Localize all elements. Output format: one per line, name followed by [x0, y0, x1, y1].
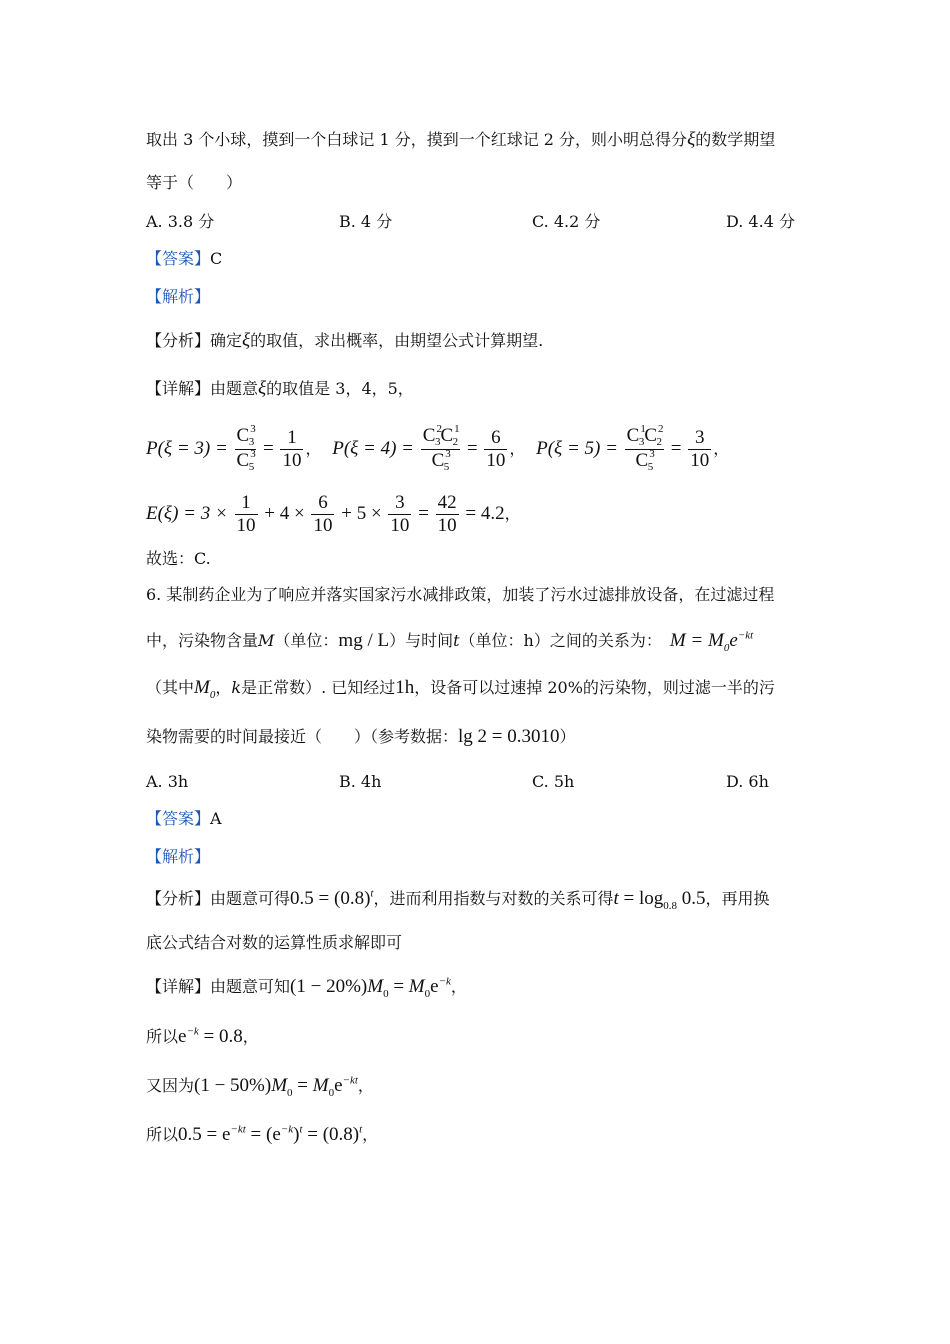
- youyin-eq: $(1 - 50\%)M_0 = M_0e^{-kt}$: [194, 1074, 358, 1099]
- fenxi-text-b: 的取值，求出概率，由期望公式计算期望.: [250, 331, 544, 350]
- q6-l2a: 中，污染物含量: [146, 631, 259, 650]
- p5-fraction: $\frac{C^1_3C^2_2}{C^3_5}$: [626, 423, 664, 473]
- q6-l4a: 染物需要的时间最接近（ ）（参考数据：: [146, 727, 459, 746]
- suoyi2-end: = (0.8): [307, 1124, 360, 1145]
- q6-analysis-tag: 【解析】: [146, 847, 211, 866]
- comma: ，: [305, 438, 322, 458]
- fenxi-c: ，再用换: [705, 889, 770, 908]
- e-result: = 4.2: [465, 502, 505, 524]
- q5-option-c: C. 4.2 分: [532, 212, 601, 231]
- q6-option-c: C. 5h: [532, 772, 575, 791]
- e-frac2: [311, 492, 334, 537]
- q6-l3b: ，: [215, 678, 232, 697]
- suoyi2-eq: $0.5 = e^{-kt} = (e^{-k})^t = (0.8)^t$: [178, 1123, 363, 1145]
- xi-symbol: ξ: [242, 330, 251, 351]
- comma: ，: [509, 438, 526, 458]
- q6-answer: [146, 808, 222, 830]
- e-frac1: [235, 492, 258, 537]
- q5-line1-end: 的数学期望: [695, 130, 776, 149]
- e-plus5: + 5 ×: [341, 502, 382, 524]
- q6-youyin: [146, 1075, 374, 1097]
- q6-xiangjie: [146, 976, 467, 998]
- q5-answer: [146, 248, 222, 270]
- p4-value: [484, 427, 507, 472]
- q6-l3d: ，设备可以过速掉 20%的污染物，则过滤一半的污: [414, 678, 775, 697]
- p3-fraction: $\frac{C^3_3}{C^3_5}$: [236, 423, 256, 473]
- p4-left: P(ξ = 4) =: [332, 437, 415, 459]
- q6-l2c: ）与时间: [389, 631, 454, 650]
- p4-num: 6: [484, 427, 507, 450]
- e-den4: 10: [437, 515, 457, 536]
- p5-value: [688, 427, 711, 472]
- answer-value: C: [210, 249, 223, 268]
- q6-option-b: B. 4h: [339, 772, 382, 791]
- q5-xiangjie: [146, 378, 414, 400]
- q5-option-b: B. 4 分: [339, 212, 393, 231]
- answer-value: A: [210, 809, 222, 828]
- q6-suoyi1: [146, 1026, 259, 1048]
- q5-analysis-tag: 【解析】: [146, 287, 211, 306]
- var-k: k: [231, 678, 242, 697]
- p3-den: 10: [282, 450, 302, 471]
- p5-left: P(ξ = 5) =: [536, 437, 618, 459]
- e-den2: 10: [313, 515, 333, 536]
- val-1h: 1h: [395, 677, 415, 698]
- fenxi-eq1-text: 0.5 = (0.8): [290, 888, 371, 909]
- xiangjie-a: 由题意可知: [210, 977, 291, 996]
- q6-l3a: （其中: [146, 678, 195, 697]
- e-left: E(ξ) = 3 ×: [146, 502, 228, 524]
- q6-line1: 6. 某制药企业为了响应并落实国家污水减排政策，加装了污水过滤排放设备，在过滤过程: [146, 585, 775, 604]
- xiangjie-eq: $(1 - 20\%)M_0 = M_0e^{-k}$: [290, 975, 451, 1000]
- suoyi1-eq: $e^{-k} = 0.8$: [178, 1025, 243, 1047]
- q5-line1: [146, 129, 775, 151]
- p5-den: 10: [690, 450, 710, 471]
- var-M: M: [258, 631, 275, 650]
- q5-line1-text: 取出 3 个小球，摸到一个白球记 1 分，摸到一个红球记 2 分，则小明总得分: [146, 130, 688, 149]
- q5-line2: 等于（ ）: [146, 173, 243, 192]
- q6-fenxi-line2: 底公式结合对数的运算性质求解即可: [146, 933, 403, 952]
- answer-tag: 【答案】: [146, 249, 211, 268]
- fenxi-b: ，进而利用指数与对数的关系可得: [373, 889, 614, 908]
- fenxi-eq1: $0.5 = (0.8)^t$: [290, 887, 374, 909]
- q6-fenxi: [146, 888, 770, 910]
- xi-symbol: ξ: [687, 129, 696, 150]
- fenxi-tag: 【分析】: [146, 889, 211, 908]
- q6-suoyi2: [146, 1124, 378, 1146]
- e-num4: 42: [437, 492, 457, 513]
- xiangjie-eq-text: (1 − 20%): [290, 976, 368, 997]
- q6-line4: [146, 726, 576, 748]
- comma: ，: [362, 1125, 379, 1144]
- e-num3: 3: [388, 492, 411, 515]
- suoyi1-label: 所以: [146, 1027, 179, 1046]
- p3-value: [280, 427, 303, 472]
- var-t: t: [453, 631, 460, 650]
- q6-line2: [146, 630, 753, 652]
- e-plus4: + 4 ×: [264, 502, 305, 524]
- fenxi-text-a: 确定: [210, 331, 243, 350]
- answer-tag: 【答案】: [146, 809, 211, 828]
- q6-option-d: D. 6h: [726, 772, 769, 791]
- formula-M: $M = M_0e^{-kt}$: [669, 629, 754, 654]
- p5-num: 3: [688, 427, 711, 450]
- var-M0: $M_0$: [194, 677, 216, 701]
- p3-num: 1: [280, 427, 303, 450]
- e-num2: 6: [311, 492, 334, 515]
- q6-l4b: ）: [559, 727, 576, 746]
- suoyi2-eq-text: 0.5 = e: [178, 1124, 231, 1145]
- p4-fraction: $\frac{C^2_3C^1_2}{C^3_5}$: [422, 423, 460, 473]
- comma: ，: [504, 503, 521, 523]
- xiangjie-tag: 【详解】: [146, 977, 211, 996]
- fenxi-a: 由题意可得: [210, 889, 291, 908]
- q6-l2d: （单位：h）之间的关系为：: [459, 631, 662, 650]
- xiangjie-text-b: 的取值是 3，4，5，: [266, 379, 414, 398]
- e-den1: 10: [236, 515, 256, 536]
- q5-guxuan: 故选：C.: [146, 549, 211, 568]
- e-frac3: [388, 492, 411, 537]
- lg2: lg 2 = 0.3010: [458, 726, 560, 747]
- fenxi-eq2: $t = \log_{0.8} 0.5$: [613, 888, 706, 912]
- p3-left: P(ξ = 3) =: [146, 437, 228, 459]
- q6-option-a: A. 3h: [146, 772, 189, 791]
- suoyi2-label: 所以: [146, 1125, 179, 1144]
- q6-l3c: 是正常数）. 已知经过: [241, 678, 396, 697]
- unit-mgL: mg / L: [338, 630, 390, 651]
- comma: ，: [713, 438, 730, 458]
- comma: ，: [450, 977, 467, 996]
- q5-option-d: D. 4.4 分: [726, 212, 795, 231]
- comma: ，: [242, 1027, 259, 1046]
- xiangjie-tag: 【详解】: [146, 379, 211, 398]
- q6-l2b: （单位：: [274, 631, 339, 650]
- e-frac4: [436, 492, 459, 537]
- e-num1: 1: [235, 492, 258, 515]
- fenxi-tag: 【分析】: [146, 331, 211, 350]
- expectation-equation: E(ξ) = 3 × $\frac{1}{10}$ + 4 × $\frac{6}{10}$ + 5 × $\frac{3}{10}$ = $\frac{42}{10}$ = 4.2，: [146, 492, 521, 536]
- youyin-eq-text: (1 − 50%): [194, 1075, 272, 1096]
- q5-fenxi: [146, 330, 543, 352]
- p4-den: 10: [486, 450, 506, 471]
- e-den3: 10: [390, 515, 410, 536]
- comma: ，: [357, 1076, 374, 1095]
- youyin-label: 又因为: [146, 1076, 195, 1095]
- probability-equations: P(ξ = 3) = $\frac{C^3_3}{C^3_5}$ = $\frac{1}{10}$ ， P(ξ = 4) = $\frac{C^2_3C^1_2}{C^3_5}$ = $\frac{6}{10}$ ， P(ξ = 5) = $\frac{C^1_3C^2_2}{C^3_5}$ = $\frac{3}{10}$ ，: [146, 423, 730, 473]
- xiangjie-text-a: 由题意: [210, 379, 259, 398]
- xi-symbol: ξ: [258, 378, 267, 399]
- q5-option-a: A. 3.8 分: [146, 212, 215, 231]
- suoyi1-eq-text: = 0.8: [203, 1026, 243, 1047]
- q6-line3: [146, 677, 775, 699]
